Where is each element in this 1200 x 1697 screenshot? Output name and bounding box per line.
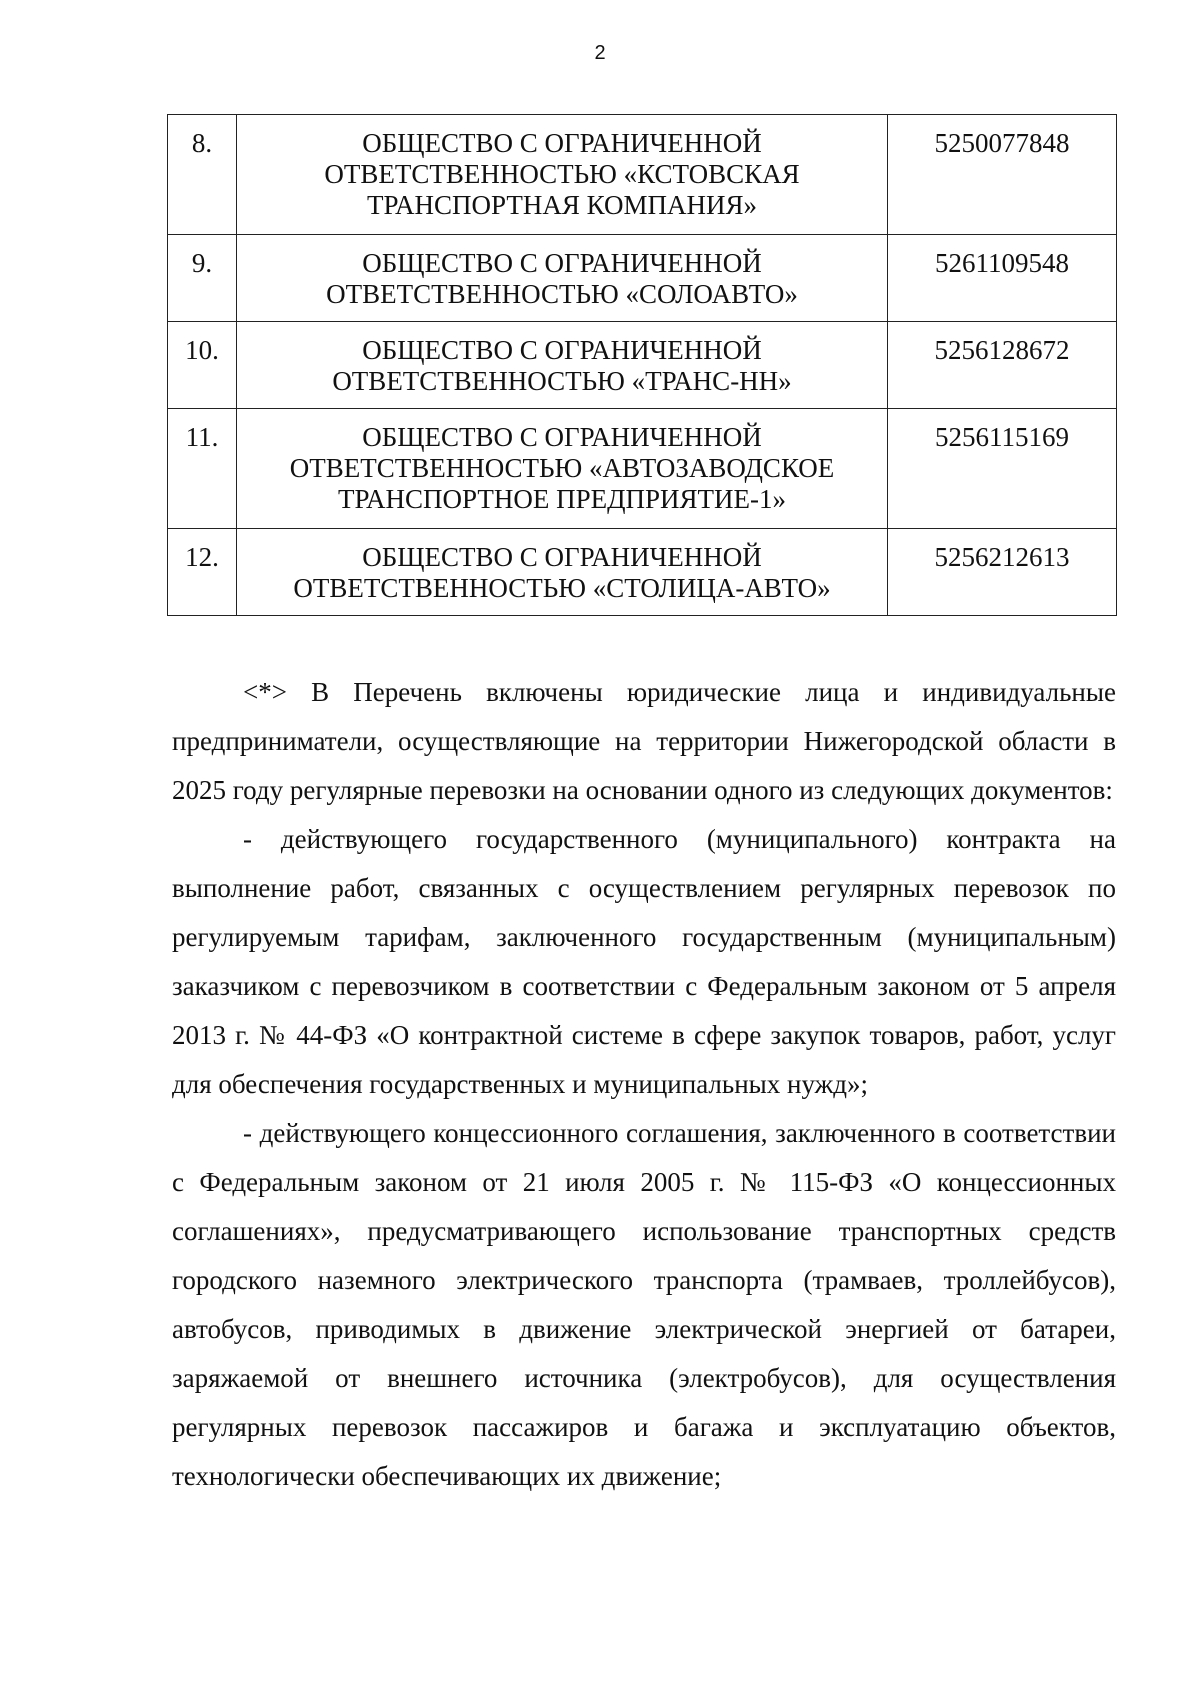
company-name-line: ОБЩЕСТВО С ОГРАНИЧЕННОЙ [362,248,762,278]
company-name-line: ОТВЕТСТВЕННОСТЬЮ «КСТОВСКАЯ [324,159,800,189]
company-name [237,235,888,322]
table-row [168,322,1117,409]
inn-number: 5256128672 [888,322,1117,409]
company-name-line: ОТВЕТСТВЕННОСТЬЮ «СОЛОАВТО» [326,279,798,309]
table-row [168,409,1117,529]
table-row [168,529,1117,616]
footnote-paragraph: - действующего концессионного соглашения, заключенного в соответствии с Федеральным законом от 21 июля 2005 г. № 115-ФЗ «О концессионных соглашениях», предусматривающего использование транспортных средств городского наземного электрического транспорта (трамваев, троллейбусов), автобусов, приводимых в движение электрической энергией от батареи, заряжаемой от внешнего источника (электробусов), для осуществления регулярных перевозок пассажиров и багажа и эксплуатацию объектов, технологически обеспечивающих их движение; [172,1118,1116,1491]
row-number: 11. [168,409,237,529]
footnote-text [172,668,1116,1501]
footnote-paragraph: - действующего государственного (муниципального) контракта на выполнение работ, связанных с осуществлением регулярных перевозок по регулируемым тарифам, заключенного государственным (муниципальным) заказчиком с перевозчиком в соответствии с Федеральным законом от 5 апреля 2013 г. № 44-ФЗ «О контрактной системе в сфере закупок товаров, работ, услуг для обеспечения государственных и муниципальных нужд»; [172,824,1116,1099]
row-number: 10. [168,322,237,409]
table-row [168,115,1117,235]
company-name-line: ОТВЕТСТВЕННОСТЬЮ «АВТОЗАВОДСКОЕ [289,453,835,483]
row-number: 8. [168,115,237,235]
company-name-line: ТРАНСПОРТНОЕ ПРЕДПРИЯТИЕ-1» [337,484,787,514]
carrier-table [167,114,1117,616]
company-name-line: ОБЩЕСТВО С ОГРАНИЧЕННОЙ [362,335,762,365]
company-name [237,529,888,616]
company-name-line: ТРАНСПОРТНАЯ КОМПАНИЯ» [367,190,757,220]
company-name-line: ОБЩЕСТВО С ОГРАНИЧЕННОЙ [362,542,762,572]
company-name-line: ОБЩЕСТВО С ОГРАНИЧЕННОЙ [362,422,762,452]
company-name-line: ОТВЕТСТВЕННОСТЬЮ «ТРАНС-НН» [332,366,792,396]
company-name [237,322,888,409]
inn-number: 5250077848 [888,115,1117,235]
company-name-line: ОТВЕТСТВЕННОСТЬЮ «СТОЛИЦА-АВТО» [293,573,831,603]
footnote-paragraph: <*> В Перечень включены юридические лица и индивидуальные предприниматели, осуществляющие на территории Нижегородской области в 2025 году регулярные перевозки на основании одного из следующих документов: [172,677,1116,805]
company-name-line: ОБЩЕСТВО С ОГРАНИЧЕННОЙ [362,128,762,158]
inn-number: 5256212613 [888,529,1117,616]
inn-number: 5261109548 [888,235,1117,322]
page-number: 2 [594,42,606,64]
company-name [237,409,888,529]
table-row [168,235,1117,322]
row-number: 9. [168,235,237,322]
inn-number: 5256115169 [888,409,1117,529]
row-number: 12. [168,529,237,616]
company-name [237,115,888,235]
